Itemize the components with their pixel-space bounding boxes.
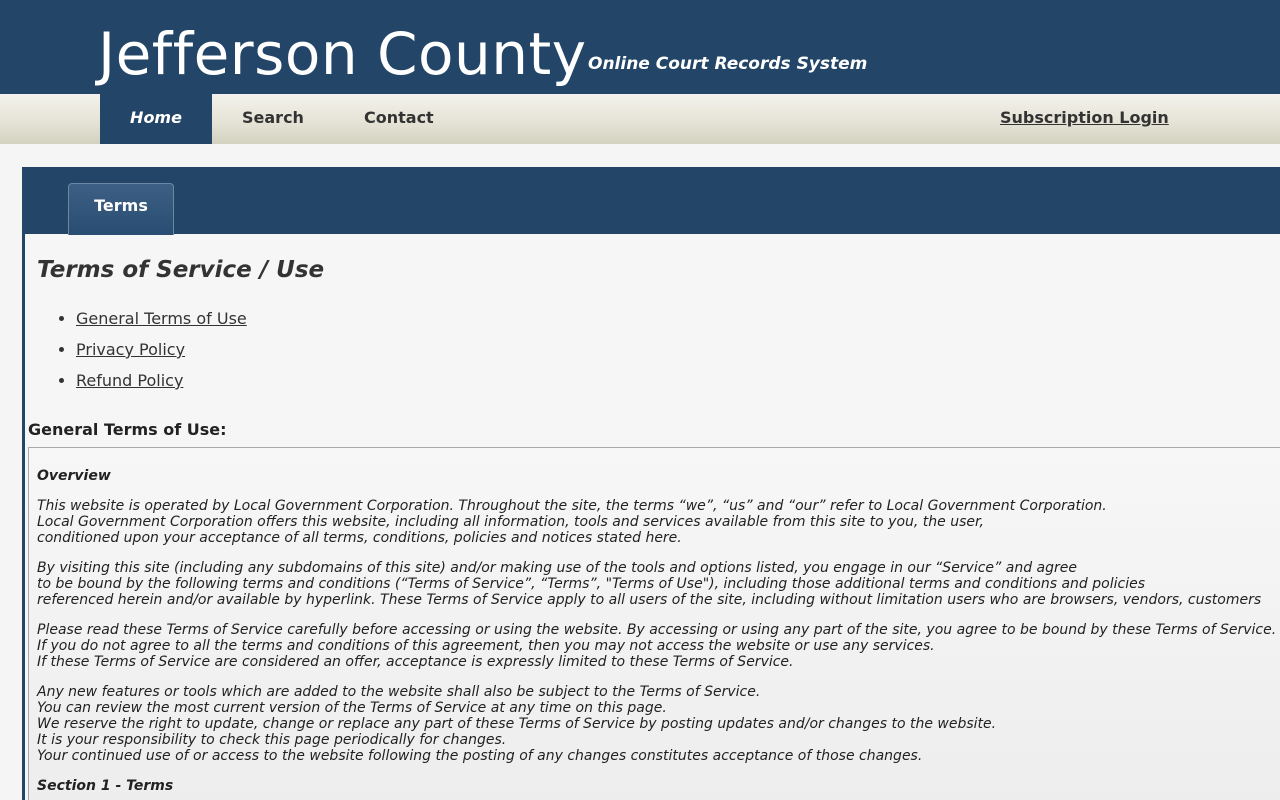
- content-panel: [22, 167, 1280, 800]
- terms-line: By visiting this site (including any subdomains of this site) and/or making use of the tools and options listed, you engage in our “Service” and agree: [37, 560, 1077, 576]
- nav-home[interactable]: Home: [100, 94, 212, 144]
- subscription-login-link[interactable]: Subscription Login: [1000, 108, 1169, 127]
- terms-line: We reserve the right to update, change or replace any part of these Terms of Service by posting updates and/or changes to the website.: [37, 716, 997, 732]
- terms-line: Please read these Terms of Service carefully before accessing or using the website. By accessing or using any part of the site, you agree to be bound by these Terms of Service.: [37, 622, 1277, 638]
- site-title: Jefferson County: [98, 20, 587, 88]
- terms-line: This website is operated by Local Government Corporation. Throughout the site, the terms “we”, “us” and “our” refer to Local Government Corporation.: [37, 498, 1107, 514]
- terms-paragraph: [37, 684, 1280, 764]
- terms-paragraph: [37, 498, 1280, 546]
- nav-contact[interactable]: Contact: [364, 108, 434, 127]
- site-banner: [0, 0, 1280, 94]
- section-heading-general-terms: General Terms of Use:: [28, 420, 227, 439]
- tab-strip: [25, 167, 1280, 234]
- toc-item: [76, 307, 247, 338]
- terms-line: conditioned upon your acceptance of all terms, conditions, policies and notices stated here.: [37, 530, 682, 546]
- terms-toc: [37, 307, 247, 400]
- terms-line: Your continued use of or access to the website following the posting of any changes constitutes acceptance of those changes.: [37, 748, 923, 764]
- section1-heading: Section 1 - Terms: [37, 778, 174, 794]
- toc-link-general-terms[interactable]: General Terms of Use: [76, 309, 247, 328]
- terms-line: If these Terms of Service are considered an offer, acceptance is expressly limited to these Terms of Service.: [37, 654, 794, 670]
- terms-text-box[interactable]: [28, 447, 1280, 800]
- overview-heading: Overview: [37, 468, 111, 484]
- terms-line: Local Government Corporation offers this website, including all information, tools and services available from this site to you, the user,: [37, 514, 984, 530]
- nav-search[interactable]: Search: [242, 108, 304, 127]
- page-title: Terms of Service / Use: [37, 257, 325, 283]
- toc-item: [76, 338, 247, 369]
- terms-paragraph: [37, 560, 1280, 608]
- toc-link-privacy-policy[interactable]: Privacy Policy: [76, 340, 186, 359]
- terms-line: You can review the most current version of the Terms of Service at any time on this page.: [37, 700, 667, 716]
- terms-line: Any new features or tools which are added to the website shall also be subject to the Terms of Service.: [37, 684, 761, 700]
- tab-terms[interactable]: Terms: [68, 183, 174, 235]
- main-nav: [0, 94, 1280, 144]
- toc-item: [76, 369, 247, 400]
- terms-line: It is your responsibility to check this page periodically for changes.: [37, 732, 507, 748]
- terms-line: If you do not agree to all the terms and conditions of this agreement, then you may not access the website or use any services.: [37, 638, 935, 654]
- site-subtitle: Online Court Records System: [588, 54, 868, 74]
- terms-line: to be bound by the following terms and conditions (“Terms of Service”, “Terms”, "Terms of Use"), including those additional terms and conditions and policies: [37, 576, 1145, 592]
- terms-paragraph: [37, 622, 1280, 670]
- toc-link-refund-policy[interactable]: Refund Policy: [76, 371, 184, 390]
- terms-line: referenced herein and/or available by hyperlink. These Terms of Service apply to all users of the site, including without limitation users who are browsers, vendors, customers: [37, 592, 1262, 608]
